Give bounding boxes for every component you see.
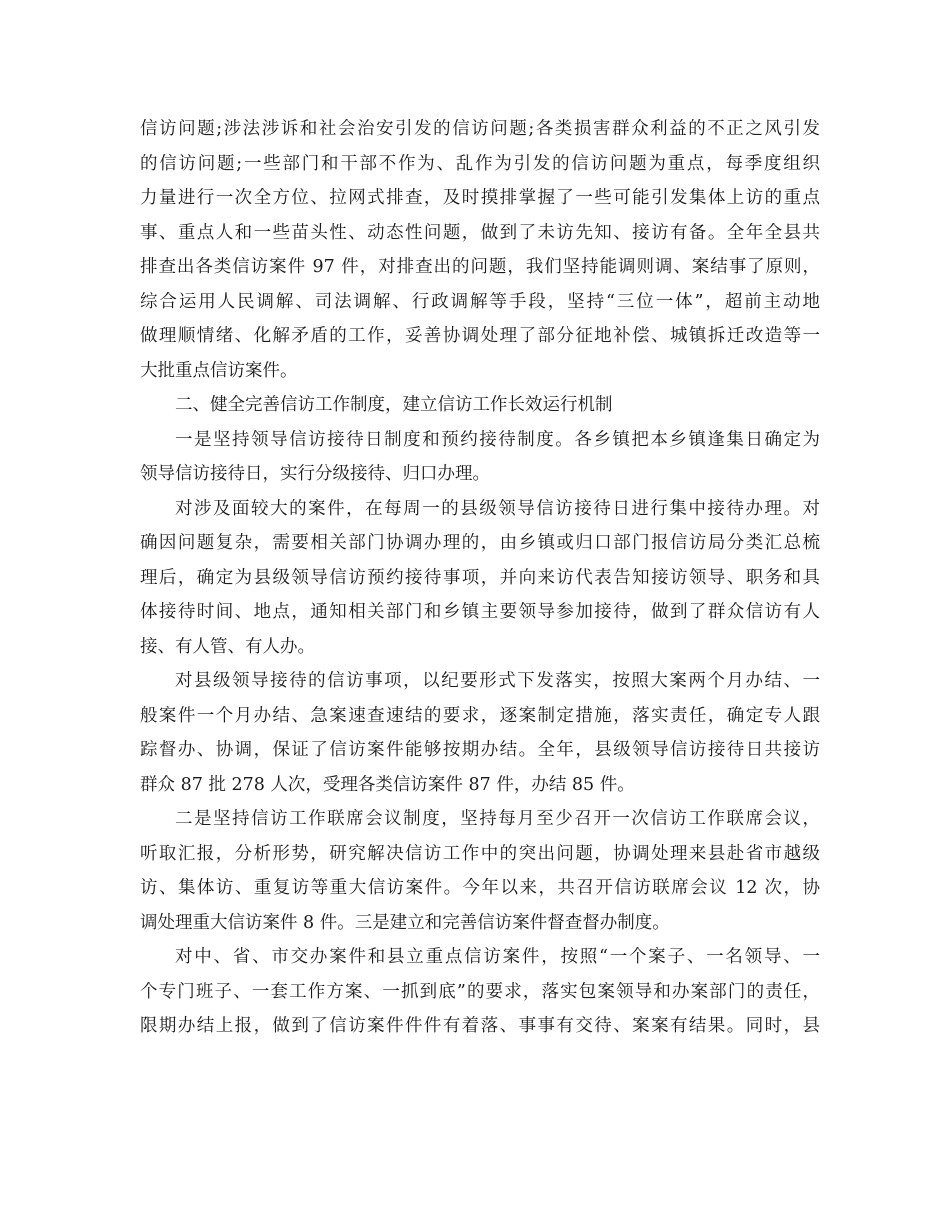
text-line: 力量进行一次全方位、拉网式排查，及时摸排掌握了一些可能引发集体上访的重点: [140, 188, 820, 208]
text-line: 对县级领导接待的信访事项，以纪要形式下发落实，按照大案两个月办结、一: [175, 671, 820, 691]
body-text: [140, 112, 820, 1044]
text-line: 踪督办、协调，保证了信访案件能够按期办结。全年，县级领导信访接待日共接访: [140, 740, 820, 760]
text-line: 调处理重大信访案件 8 件。三是建立和完善信访案件督查督办制度。: [140, 912, 670, 933]
text-line: 排查出各类信访案件 97 件，对排查出的问题，我们坚持能调则调、案结事了原则，: [140, 257, 820, 277]
text-line: 访、集体访、重复访等重大信访案件。今年以来，共召开信访联席会议 12 次，协: [140, 878, 820, 898]
text-line: 对涉及面较大的案件，在每周一的县级领导信访接待日进行集中接待办理。对: [175, 498, 820, 519]
text-line: 确因问题复杂，需要相关部门协调办理的，由乡镇或归口部门报信访局分类汇总梳: [140, 533, 820, 553]
section-heading: 二、健全完善信访工作制度，建立信访工作长效运行机制: [175, 395, 613, 415]
text-line: 般案件一个月办结、急案速查速结的要求，逐案制定措施，落实责任，确定专人跟: [140, 705, 820, 726]
text-line: 理后，确定为县级领导信访预约接待事项，并向来访代表告知接访领导、职务和具: [140, 567, 820, 588]
text-line: 群众 87 批 278 人次，受理各类信访案件 87 件，办结 85 件。: [140, 774, 635, 795]
text-line: 做理顺情绪、化解矛盾的工作，妥善协调处理了部分征地补偿、城镇拆迁改造等一: [140, 326, 820, 346]
text-line: 限期办结上报，做到了信访案件件件有着落、事事有交待、案案有结果。同时，县: [140, 1016, 820, 1036]
text-line: 个专门班子、一套工作方案、一抓到底”的要求，落实包案领导和办案部门的责任，: [140, 981, 820, 1002]
text-line: 领导信访接待日，实行分级接待、归口办理。: [140, 464, 490, 484]
text-line: 信访问题;涉法涉诉和社会治安引发的信访问题;各类损害群众利益的不正之风引发: [140, 119, 820, 139]
text-line: 事、重点人和一些苗头性、动态性问题，做到了未访先知、接访有备。全年全县共: [140, 222, 820, 243]
text-line: 一是坚持领导信访接待日制度和预约接待制度。各乡镇把本乡镇逢集日确定为: [175, 429, 820, 450]
text-line: 二是坚持信访工作联席会议制度，坚持每月至少召开一次信访工作联席会议，: [175, 809, 820, 829]
text-line: 综合运用人民调解、司法调解、行政调解等手段，坚持“三位一体”，超前主动地: [140, 291, 820, 312]
text-line: 接、有人管、有人办。: [140, 636, 315, 657]
text-line: 体接待时间、地点，通知相关部门和乡镇主要领导参加接待，做到了群众信访有人: [140, 602, 820, 622]
text-line: 大批重点信访案件。: [140, 360, 298, 381]
text-line: 对中、省、市交办案件和县立重点信访案件，按照“一个案子、一名领导、一: [175, 947, 820, 967]
text-line: 的信访问题;一些部门和干部不作为、乱作为引发的信访问题为重点，每季度组织: [140, 153, 820, 174]
text-line: 听取汇报，分析形势，研究解决信访工作中的突出问题，协调处理来县赴省市越级: [140, 843, 820, 864]
